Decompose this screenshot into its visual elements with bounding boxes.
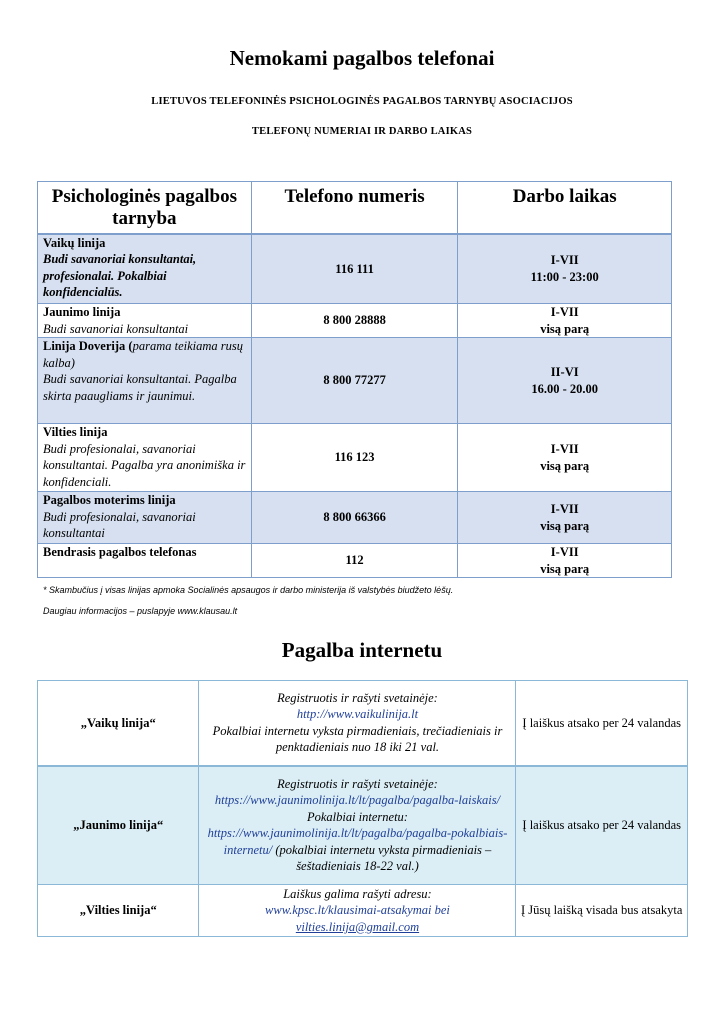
funding-note: * Skambučius į visas linijas apmoka Socialinės apsaugos ir darbo ministerija iš valstybės biudžeto lėšų. [43,585,454,595]
table-row [38,304,672,338]
service-name: Vilties linija [43,425,108,439]
internet-help-title: Pagalba internetu [281,638,443,662]
days: I-VII [550,442,579,456]
service-name-main: Linija Doverija ( [43,339,133,353]
table-row [38,766,688,885]
table-row [38,424,672,492]
service-desc: Budi profesionalai, savanoriai konsultantai. Pagalba yra anonimiška ir konfidenciali. [43,441,246,489]
contact-info [199,766,516,885]
subtitle-numbers: TELEFONŲ NUMERIAI IR DARBO LAIKAS [251,126,473,137]
hours-cell [458,338,672,424]
register-text: Registruotis ir rašyti svetainėje: [277,690,438,705]
service-cell [38,492,252,544]
phone-number[interactable]: 116 123 [251,424,458,492]
phone-number[interactable]: 8 800 66366 [251,492,458,544]
hours-cell [458,304,672,338]
phone-table [37,181,672,578]
phone-number[interactable]: 8 800 28888 [251,304,458,338]
website-link[interactable]: http://www.vaikulinija.lt [296,707,419,722]
service-desc: Budi savanoriai konsultantai, profesionalai. Pokalbiai konfidencialūs. [43,252,197,299]
days: I-VII [550,502,579,516]
phone-number[interactable]: 8 800 77277 [251,338,458,424]
service-name: Vaikų linija [43,235,106,250]
phone-number[interactable]: 116 111 [251,234,458,304]
hours: visą parą [540,518,590,533]
more-info-note: Daugiau informacijos – puslapyje www.klausau.lt [43,606,238,616]
letters-link[interactable]: https://www.jaunimolinija.lt/lt/pagalba/pagalba-laiskais/ [214,793,501,808]
service-cell [38,304,252,338]
hours-cell [458,234,672,304]
service-name [43,338,247,371]
hours: 16.00 - 20.00 [531,381,599,396]
chat-label: Pokalbiai internetu: [306,809,408,824]
service-name: Pagalbos moterims linija [43,493,176,507]
service-name: Jaunimo linija [43,305,121,319]
service-cell [38,544,252,578]
service-desc: Budi profesionalai, savanoriai konsultantai [43,509,196,540]
table-row [38,681,688,766]
chat-schedule: Pokalbiai internetu vyksta pirmadieniais, trečiadieniais ir penktadieniais nuo 18 iki 21 val. [212,723,503,755]
contact-info [199,885,516,937]
service-cell [38,234,252,304]
days: I-VII [550,545,579,559]
table-row [38,492,672,544]
hours: visą parą [540,458,590,473]
service-name-note: parama teikiama rusų kalba) [43,339,243,370]
reply-time: Į Jūsų laišką visada bus atsakyta [516,885,688,937]
internet-help-table [37,680,688,937]
days: II-VI [550,365,579,379]
phone-number[interactable]: 112 [251,544,458,578]
column-header-service: Psichologinės pagalbos tarnyba [38,182,252,234]
subtitle-association: LIETUVOS TELEFONINĖS PSICHOLOGINĖS PAGALBOS TARNYBŲ ASOCIACIJOS [151,96,573,107]
table-row [38,885,688,937]
chat-schedule: (pokalbiai internetu vyksta pirmadieniais – šeštadieniais 18-22 val.) [272,842,492,874]
contact-info [199,681,516,766]
service-desc: Budi savanoriai konsultantai. Pagalba skirta paaugliams ir jaunimui. [43,372,237,403]
page-title: Nemokami pagalbos telefonai [229,46,495,70]
table-row [38,234,672,304]
column-header-hours: Darbo laikas [458,182,672,234]
register-text: Laiškus galima rašyti adresu: [283,886,432,901]
hours: visą parą [540,321,590,336]
service-desc: Budi savanoriai konsultantai [43,321,189,336]
register-text: Registruotis ir rašyti svetainėje: [277,776,438,791]
service-cell [38,424,252,492]
hours: 11:00 - 23:00 [530,269,599,284]
line-label: „Vaikų linija“ [38,681,199,766]
website-link[interactable]: www.kpsc.lt/klausimai-atsakymai bei [265,903,450,918]
hours-cell [458,492,672,544]
hours-cell [458,424,672,492]
service-cell [38,338,252,424]
column-header-phone: Telefono numeris [251,182,458,234]
line-label: „Jaunimo linija“ [38,766,199,885]
reply-time: Į laiškus atsako per 24 valandas [516,766,688,885]
table-header-row [38,182,672,234]
email-link[interactable]: vilties.linija@gmail.com [295,919,420,934]
line-label: „Vilties linija“ [38,885,199,937]
reply-time: Į laiškus atsako per 24 valandas [516,681,688,766]
service-name: Bendrasis pagalbos telefonas [43,545,197,559]
hours: visą parą [540,561,590,576]
chat-link[interactable]: https://www.jaunimolinija.lt/lt/pagalba/pagalba-pokalbiais-internetu/ [207,826,508,857]
days: I-VII [550,253,579,268]
days: I-VII [550,305,579,319]
hours-cell [458,544,672,578]
table-row [38,544,672,578]
table-row [38,338,672,424]
